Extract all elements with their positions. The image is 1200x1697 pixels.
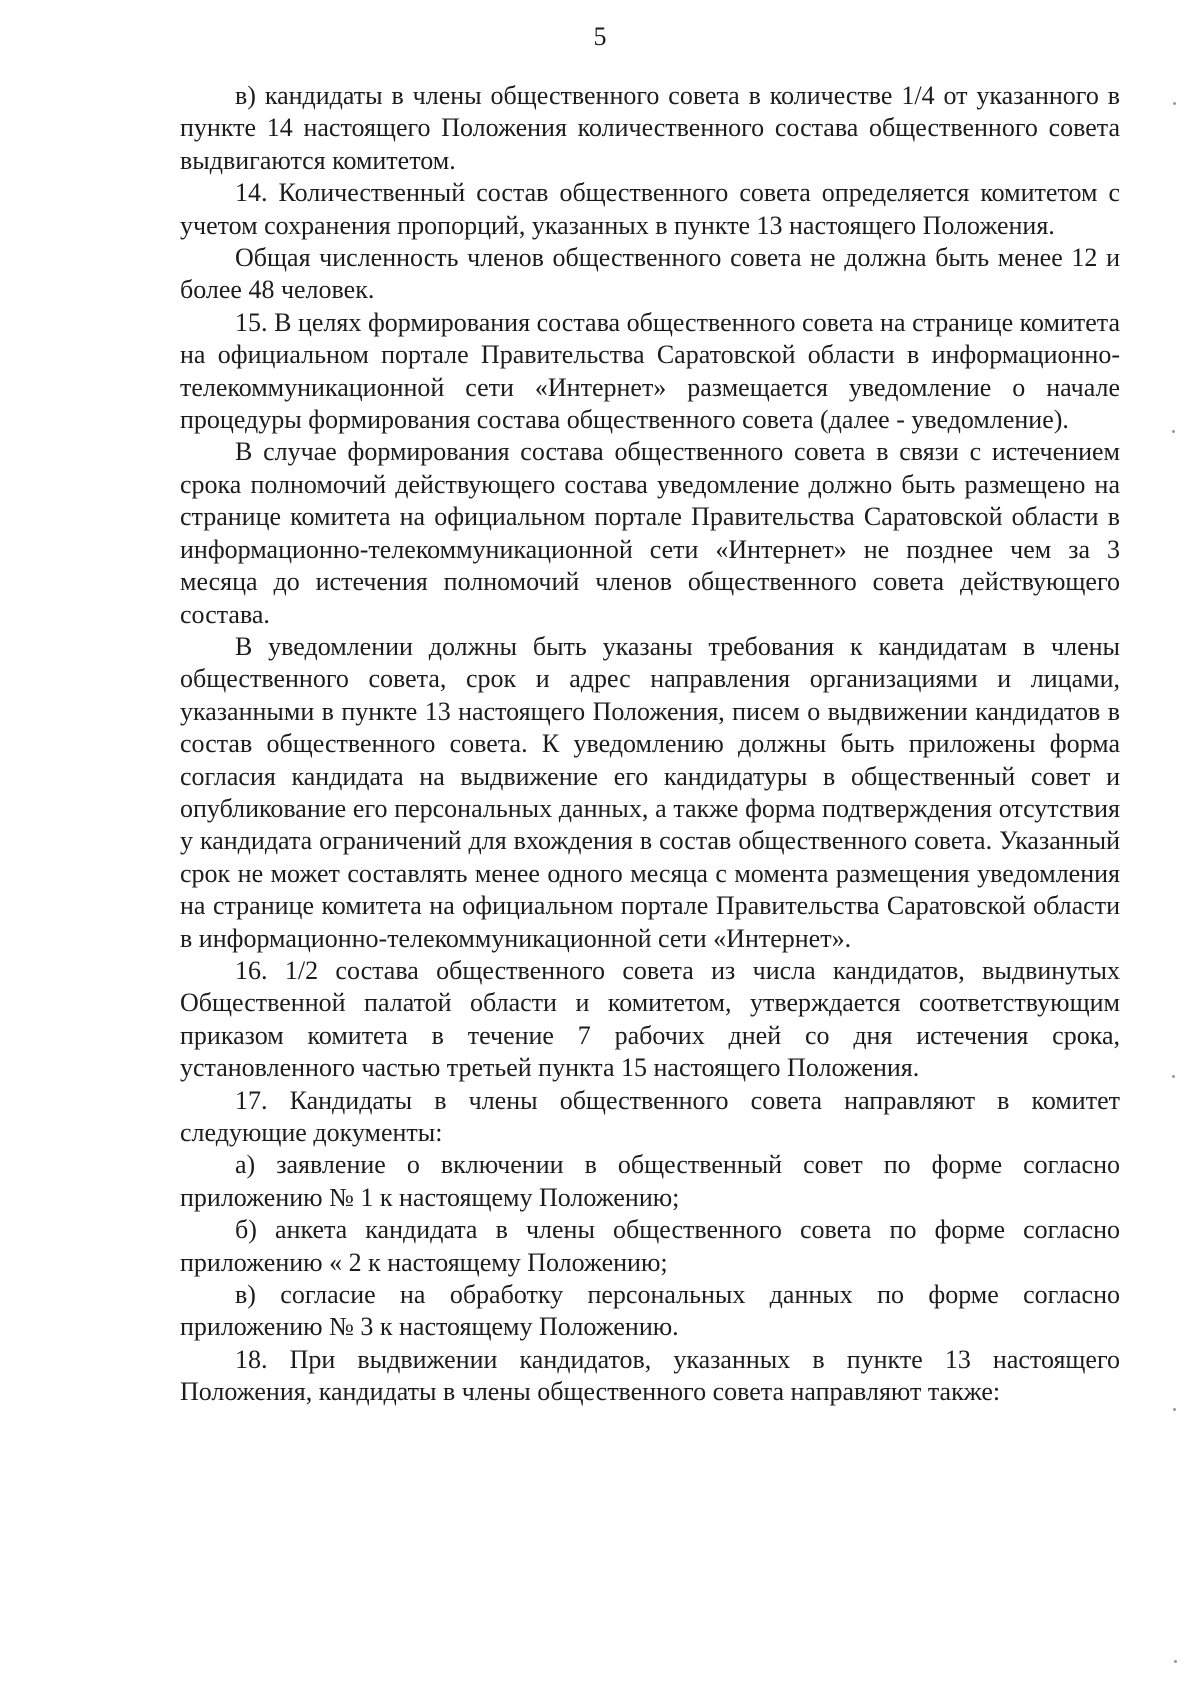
paragraph-15-expiry: В случае формирования состава общественного совета в связи с истечением срока полномочий действующего состава уведомление должно быть размещено на странице комитета на официальном портале Правительства Саратовской области в информационно-телекоммуникационной сети «Интернет» не позднее чем за 3 месяца до истечения полномочий членов общественного совета действующего состава. <box>180 437 1120 629</box>
scan-speck <box>1173 102 1176 105</box>
paragraph-17-a: а) заявление о включении в общественный совет по форме согласно приложению № 1 к настоящему Положению; <box>180 1150 1120 1212</box>
scan-speck <box>1173 1408 1176 1411</box>
paragraph-candidates-committee: в) кандидаты в члены общественного совета в количестве 1/4 от указанного в пункте 14 настоящего Положения количественного состава общественного совета выдвигаются комитетом. <box>180 81 1120 175</box>
paragraph-16: 16. 1/2 состава общественного совета из числа кандидатов, выдвинутых Общественной палатой области и комитетом, утверждается соответствующим приказом комитета в течение 7 рабочих дней со дня истечения срока, установленного частью третьей пункта 15 настоящего Положения. <box>180 955 1120 1083</box>
scan-speck <box>1172 1075 1175 1078</box>
paragraph-17-c: в) согласие на обработку персональных данных по форме согласно приложению № 3 к настоящему Положению. <box>180 1280 1120 1342</box>
document-body <box>180 80 1120 1409</box>
paragraph-15: 15. В целях формирования состава общественного совета на странице комитета на официальном портале Правительства Саратовской области в информационно-телекоммуникационной сети «Интернет» размещается уведомление о начале процедуры формирования состава общественного совета (далее - уведомление). <box>180 307 1120 435</box>
paragraph-14: 14. Количественный состав общественного совета определяется комитетом с учетом сохранения пропорций, указанных в пункте 13 настоящего Положения. <box>180 178 1120 240</box>
scan-speck <box>1172 430 1175 433</box>
paragraph-17: 17. Кандидаты в члены общественного совета направляют в комитет следующие документы: <box>180 1085 1120 1147</box>
paragraph-18: 18. При выдвижении кандидатов, указанных в пункте 13 настоящего Положения, кандидаты в члены общественного совета направляют также: <box>180 1344 1120 1407</box>
scan-speck <box>1174 1660 1177 1663</box>
paragraph-15-notice-requirements: В уведомлении должны быть указаны требования к кандидатам в члены общественного совета, срок и адрес направления организациями и лицами, указанными в пункте 13 настоящего Положения, писем о выдвижении кандидатов в состав общественного совета. К уведомлению должны быть приложены форма согласия кандидата на выдвижение его кандидатуры в общественный совет и опубликование его персональных данных, а также форма подтверждения отсутствия у кандидата ограничений для вхождения в состав общественного совета. Указанный срок не может составлять менее одного месяца с момента размещения уведомления на странице комитета на официальном портале Правительства Саратовской области в информационно-телекоммуникационной сети «Интернет». <box>180 631 1120 953</box>
page-number: 5 <box>593 22 607 51</box>
paragraph-17-b: б) анкета кандидата в члены общественного совета по форме согласно приложению « 2 к настоящему Положению; <box>180 1215 1120 1277</box>
paragraph-14-total: Общая численность членов общественного совета не должна быть менее 12 и более 48 человек. <box>180 243 1120 305</box>
